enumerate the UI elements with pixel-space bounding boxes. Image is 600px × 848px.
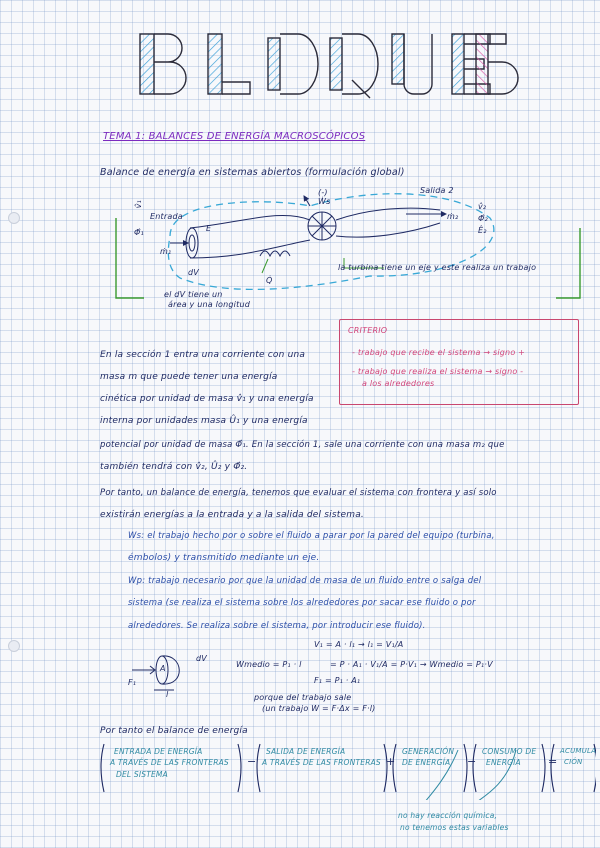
label-phi1: Φ̂₁: [134, 228, 144, 237]
criterio-line-2: - trabajo que realiza el sistema → signo -: [352, 367, 524, 376]
paragraph-line: Ws: el trabajo hecho por o sobre el fluido a parar por la pared del equipo (turbina,: [128, 531, 495, 541]
balance-term-5b: CIÓN: [564, 758, 583, 766]
paragraph-line: sistema (se realiza el sistema sobre los alrededores por sacar ese fluido o por: [128, 598, 476, 608]
paragraph-line: alrededores. Se realiza sobre el sistema, por introducir ese fluido).: [128, 621, 426, 631]
formula-f1: F₁ = P₁ · A₁: [314, 676, 361, 685]
label-dv: dV: [188, 268, 199, 277]
formula-work: Wmedio = P₁ · l: [236, 660, 302, 669]
balance-minus-1: −: [247, 755, 257, 768]
label-ws: Ẇs: [318, 197, 331, 206]
label-l: l: [166, 690, 169, 699]
balance-term-4a: CONSUMO DE: [482, 747, 537, 756]
section-heading: TEMA 1: BALANCES DE ENERGÍA MACROSCÓPICOS: [103, 131, 366, 142]
label-m1: ṁ₁: [160, 247, 172, 256]
paragraph-line: cinética por unidad de masa v̂₁ y una energía: [100, 394, 314, 404]
balance-term-3b: DE ENERGÍA: [402, 758, 451, 767]
label-turbina: la turbina tiene un eje y este realiza un trabajo: [338, 263, 537, 272]
balance-term-2b: A TRAVÉS DE LAS FRONTERAS: [262, 758, 381, 767]
label-m2: ṁ₂: [447, 212, 459, 221]
balance-term-1a: ENTRADA DE ENERGÍA: [114, 747, 203, 756]
paragraph-line: masa m que puede tener una energía: [100, 372, 278, 382]
balance-term-3a: GENERACIÓN: [402, 747, 455, 756]
criterio-line-1: - trabajo que recibe el sistema → signo +: [352, 348, 526, 357]
intro-line: Balance de energía en sistemas abiertos (formulación global): [100, 167, 405, 178]
paragraph-line: existirán energías a la entrada y a la salida del sistema.: [100, 510, 364, 520]
label-entrada: Entrada: [150, 212, 183, 221]
balance-term-4b: ENERGÍA: [486, 758, 521, 767]
label-q: (-): [318, 188, 328, 197]
page-title: [0, 22, 600, 102]
label-f1: F₁: [128, 678, 137, 687]
criterio-line-3: a los alrededores: [362, 379, 435, 388]
balance-minus-2: −: [467, 755, 477, 768]
paragraph-line: Por tanto, un balance de energía, tenemos que evaluar el sistema con frontera y así solo: [100, 488, 497, 498]
piston-sketch: [124, 650, 204, 700]
balance-plus: +: [386, 755, 396, 768]
label-salida: Salida 2: [420, 186, 454, 195]
balance-term-1c: DEL SISTEMA: [116, 770, 168, 779]
label-v2: v̂₂: [478, 202, 487, 211]
paragraph-line: también tendrá con v̂₂, Û₂ y Φ̂₂.: [100, 462, 248, 472]
label-dv-2: dV: [196, 654, 207, 663]
label-v1: v̂₁: [134, 200, 143, 209]
balance-equals: =: [548, 755, 558, 768]
footnote-line-1: no hay reacción química,: [398, 811, 498, 820]
label-d2: Ê₂: [478, 226, 487, 235]
criterio-box: [339, 319, 579, 405]
footnote-line-2: no tenemos estas variables: [400, 823, 509, 832]
paragraph-line: émbolos) y transmitido mediante un eje.: [128, 553, 320, 563]
label-area: área y una longitud: [168, 300, 250, 309]
paragraph-line: Wp: trabajo necesario por que la unidad de masa de un fluido entre o salga del: [128, 576, 482, 586]
criterio-header: CRITERIO: [348, 326, 388, 335]
balance-term-1b: A TRAVÉS DE LAS FRONTERAS: [110, 758, 229, 767]
label-qdot: Q̇: [266, 276, 273, 285]
formula-wtrab: (un trabajo W = F·Δx = F·l): [262, 704, 376, 713]
label-el-dv: el dV tiene un: [164, 290, 223, 299]
paragraph-line: En la sección 1 entra una corriente con una: [100, 350, 306, 360]
final-intro: Por tanto el balance de energía: [100, 726, 248, 736]
balance-term-5a: ACUMULA: [560, 747, 597, 755]
balance-term-2a: SALIDA DE ENERGÍA: [266, 747, 346, 756]
label-e: E: [206, 224, 212, 233]
label-a: A: [160, 664, 166, 673]
formula-v1: V₁ = A · l₁ → l₁ = V₁/A: [314, 640, 404, 649]
formula-p: = P · A₁ · V₁/A = P·V₁ → Wmedio = P₁·V: [330, 660, 493, 669]
label-phi2: Φ̂₂: [478, 214, 488, 223]
formula-fs: porque del trabajo sale: [254, 693, 352, 702]
paragraph-line: potencial por unidad de masa Φ̂₁. En la sección 1, sale una corriente con una masa m₂ que: [100, 440, 505, 450]
paragraph-line: interna por unidades masa Û₁ y una energía: [100, 416, 308, 426]
